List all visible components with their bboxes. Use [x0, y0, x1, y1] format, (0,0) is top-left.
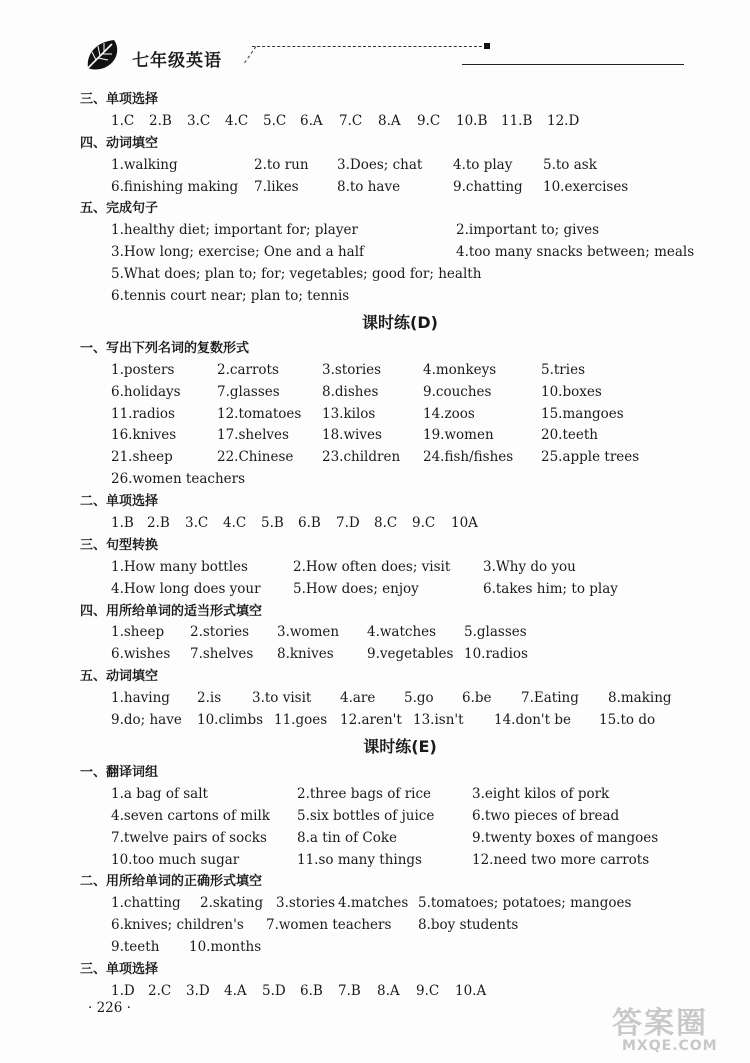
book-title: 七年级英语: [132, 51, 222, 71]
answer-item: 1.D: [111, 982, 135, 999]
answer-item: 1.having: [111, 690, 170, 707]
answer-row: [80, 806, 700, 828]
answer-item: 9.C: [416, 982, 440, 999]
answer-item: 12.aren't: [340, 712, 402, 729]
lesson-title: 课时练(D): [362, 312, 438, 332]
answer-item: 9.couches: [423, 383, 492, 400]
header-divider-slant: [244, 46, 256, 63]
answer-item: 7.likes: [254, 178, 299, 195]
answer-item: 9.C: [417, 112, 441, 129]
answer-item: 11.B: [501, 112, 533, 129]
answer-item: 10.radios: [464, 646, 528, 663]
answer-item: 12.need two more carrots: [472, 851, 650, 868]
answer-item: 5.How does; enjoy: [293, 580, 419, 597]
answer-item: 2.important to; gives: [456, 222, 600, 239]
answer-item: 7.glasses: [217, 383, 280, 400]
answer-item: 1.posters: [111, 361, 175, 378]
answer-item: 2.three bags of rice: [297, 785, 432, 802]
section-title: 三、单项选择: [80, 92, 159, 107]
answer-item: 9.chatting: [453, 178, 523, 195]
answer-item: 9.teeth: [111, 939, 160, 956]
answer-item: 5.to ask: [543, 156, 597, 173]
watermark-url: MXQE.COM: [622, 1038, 718, 1054]
answer-row: [80, 177, 700, 199]
answer-item: 2.to run: [254, 156, 309, 173]
answer-item: 3.to visit: [252, 690, 312, 707]
section-title: 二、单项选择: [80, 494, 159, 510]
answer-row: [80, 893, 700, 915]
answer-item: 3.C: [185, 515, 209, 532]
answer-item: 3.How long; exercise; One and a half: [111, 244, 365, 261]
page-header: [76, 34, 696, 78]
leaf-icon: [84, 38, 124, 72]
answer-item: 6.two pieces of bread: [472, 807, 620, 824]
answer-item: 7.twelve pairs of socks: [111, 829, 267, 846]
answer-item: 3.C: [187, 112, 211, 129]
answer-item: 4.matches: [338, 895, 409, 912]
answer-item: 13.isn't: [413, 712, 464, 729]
answer-row: [80, 242, 700, 264]
answer-item: 21.sheep: [111, 449, 173, 466]
answer-row: [80, 557, 700, 579]
answer-item: 6.A: [300, 112, 323, 129]
answer-item: 10.months: [189, 939, 262, 956]
answer-item: 4.How long does your: [111, 580, 261, 597]
answer-item: 7.shelves: [190, 646, 254, 663]
answer-item: 8.boy students: [418, 917, 519, 934]
answer-item: 2.skating: [200, 895, 264, 912]
answer-item: 6.holidays: [111, 383, 181, 400]
answer-item: 6.be: [462, 690, 492, 707]
answer-item: 17.shelves: [217, 427, 289, 444]
answer-row: [80, 850, 700, 872]
section-title: 三、句型转换: [80, 537, 159, 553]
header-rule: [462, 64, 684, 65]
answer-item: 10A: [451, 515, 478, 532]
answer-item: 4.C: [225, 112, 249, 129]
answer-item: 9.do; have: [111, 712, 182, 729]
header-dashed-line: [252, 46, 482, 47]
answer-item: 8.knives: [277, 646, 334, 663]
answer-row: [80, 155, 700, 177]
answer-row: [80, 425, 700, 447]
answer-item: 3.women: [277, 624, 340, 641]
answer-item: 9.C: [412, 515, 436, 532]
section-title: 五、完成句子: [80, 201, 159, 217]
answer-item: 4.C: [223, 515, 247, 532]
answer-item: 1.How many bottles: [111, 558, 248, 575]
answer-item: 5.tomatoes; potatoes; mangoes: [418, 895, 632, 912]
answer-item: 10.exercises: [543, 178, 629, 195]
section-title: 三、单项选择: [80, 961, 159, 977]
answer-row: [80, 469, 700, 491]
answer-item: 7.women teachers: [266, 917, 392, 934]
answer-item: 5.six bottles of juice: [297, 807, 435, 824]
answer-item: 14.zoos: [423, 405, 475, 422]
answer-row: [80, 915, 700, 937]
answer-item: 3.eight kilos of pork: [472, 785, 610, 802]
answer-item: 11.goes: [274, 712, 328, 729]
answer-item: 16.knives: [111, 427, 177, 444]
answer-item: 2.C: [148, 982, 172, 999]
answer-item: 6.wishes: [111, 646, 171, 663]
answer-row: [80, 360, 700, 382]
answer-item: 1.B: [111, 515, 134, 532]
answer-row: [80, 513, 700, 535]
answer-item: 11.radios: [111, 405, 175, 422]
answer-item: 15.mangoes: [541, 405, 624, 422]
answer-item: 5.tries: [541, 361, 585, 378]
answer-row: [80, 111, 700, 133]
lesson-title: 课时练(E): [363, 736, 437, 756]
answer-item: 4.to play: [453, 156, 513, 173]
answer-item: 2.stories: [190, 624, 250, 641]
answer-item: 18.wives: [322, 427, 382, 444]
answer-item: 3.stories: [276, 895, 336, 912]
answer-item: 5.D: [262, 982, 286, 999]
answer-item: 7.C: [339, 112, 363, 129]
answer-item: 4.watches: [367, 624, 437, 641]
answer-item: 6.finishing making: [111, 178, 239, 195]
section-title: 一、写出下列名词的复数形式: [80, 340, 250, 356]
answer-row: [80, 579, 700, 601]
answer-item: 6.B: [298, 515, 321, 532]
answer-item: 10.climbs: [197, 712, 264, 729]
answer-item: 23.children: [322, 449, 401, 466]
answer-item: 6.knives; children's: [111, 917, 244, 934]
answer-item: 2.B: [147, 515, 170, 532]
section-title: 四、用所给单词的适当形式填空: [80, 603, 263, 619]
answer-item: 4.seven cartons of milk: [111, 807, 270, 824]
answer-item: 15.to do: [599, 712, 656, 729]
answer-item: 8.making: [608, 690, 672, 707]
answer-item: 5.B: [261, 515, 284, 532]
section-title: 五、动词填空: [80, 669, 159, 685]
answer-item: 10.A: [455, 982, 487, 999]
answer-item: 14.don't be: [494, 712, 571, 729]
watermark-logo-text: 答案圈: [612, 1006, 708, 1041]
answer-item: 10.too much sugar: [111, 851, 240, 868]
header-square-marker: [484, 43, 490, 49]
section-title: 四、动词填空: [80, 135, 159, 151]
answer-item: 9.vegetables: [367, 646, 454, 663]
answer-item: 1.chatting: [111, 895, 181, 912]
answer-item: 4.monkeys: [423, 361, 497, 378]
answer-item: 8.dishes: [322, 383, 379, 400]
answer-item: 1.walking: [111, 156, 178, 173]
answer-item: 7.B: [338, 982, 361, 999]
answer-item: 12.tomatoes: [217, 405, 302, 422]
answer-row: [80, 447, 700, 469]
answer-item: 4.A: [224, 982, 247, 999]
answer-row: [80, 784, 700, 806]
answer-row: [80, 710, 700, 732]
answer-row: [80, 382, 700, 404]
answer-item: 3.Does; chat: [337, 156, 423, 173]
answer-item: 1.a bag of salt: [111, 785, 208, 802]
answer-item: 5.glasses: [464, 624, 527, 641]
answer-item: 9.twenty boxes of mangoes: [472, 829, 659, 846]
answer-content: [80, 89, 700, 1003]
answer-item: 4.are: [340, 690, 376, 707]
section-title: 二、用所给单词的正确形式填空: [80, 874, 263, 890]
answer-row: [80, 937, 700, 959]
answer-item: 7.D: [336, 515, 360, 532]
answer-item: 10.boxes: [541, 383, 602, 400]
answer-item: 20.teeth: [541, 427, 598, 444]
answer-item: 7.Eating: [521, 690, 579, 707]
watermark: [600, 998, 740, 1058]
answer-item: 10.B: [456, 112, 488, 129]
answer-row: [80, 688, 700, 710]
answer-item: 3.stories: [322, 361, 382, 378]
answer-item: 1.sheep: [111, 624, 165, 641]
answer-row: [80, 264, 700, 286]
answer-item: 26.women teachers: [111, 471, 246, 488]
answer-item: 19.women: [423, 427, 494, 444]
answer-item: 2.carrots: [217, 361, 279, 378]
answer-item: 6.takes him; to play: [483, 580, 618, 597]
answer-item: 8.to have: [337, 178, 401, 195]
answer-item: 25.apple trees: [541, 449, 640, 466]
answer-item: 2.is: [197, 690, 222, 707]
answer-item: 1.healthy diet; important for; player: [111, 222, 358, 239]
answer-item: 24.fish/fishes: [423, 449, 514, 466]
answer-item: 8.a tin of Coke: [297, 829, 397, 846]
answer-item: 5.C: [263, 112, 287, 129]
answer-row: [80, 828, 700, 850]
answer-row: [80, 644, 700, 666]
answer-item: 22.Chinese: [217, 449, 294, 466]
answer-item: 5.go: [404, 690, 434, 707]
answer-item: 11.so many things: [297, 851, 422, 868]
page-number: · 226 ·: [88, 1000, 131, 1016]
answer-row: [80, 286, 700, 308]
answer-item: 8.C: [374, 515, 398, 532]
answer-item: 5.What does; plan to; for; vegetables; good for; health: [111, 266, 482, 283]
answer-item: 12.D: [547, 112, 580, 129]
answer-item: 8.A: [378, 112, 401, 129]
answer-row: [80, 220, 700, 242]
answer-item: 1.C: [111, 112, 135, 129]
answer-item: 8.A: [377, 982, 400, 999]
answer-item: 13.kilos: [322, 405, 376, 422]
answer-item: 2.B: [149, 112, 172, 129]
answer-row: [80, 404, 700, 426]
answer-item: 4.too many snacks between; meals: [456, 244, 695, 261]
answer-item: 6.tennis court near; plan to; tennis: [111, 288, 350, 305]
answer-item: 3.D: [186, 982, 210, 999]
answer-row: [80, 622, 700, 644]
section-title: 一、翻译词组: [80, 764, 159, 780]
answer-item: 2.How often does; visit: [293, 558, 451, 575]
answer-item: 3.Why do you: [483, 558, 576, 575]
answer-item: 6.B: [300, 982, 323, 999]
